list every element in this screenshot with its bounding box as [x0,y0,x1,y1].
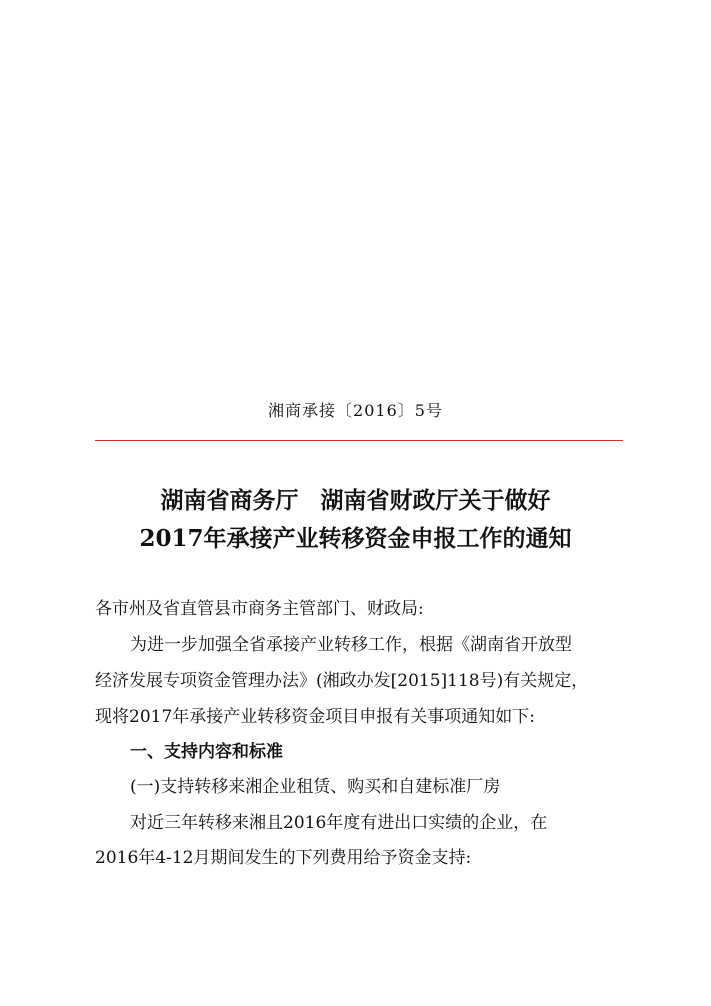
salutation: 各市州及省直管县市商务主管部门、财政局: [95,599,424,619]
paragraph-2-line-2: 2016年4-12月期间发生的下列费用给予资金支持: [95,848,472,868]
paragraph-1-line-1: 为进一步加强全省承接产业转移工作，根据《湖南省开放型 [130,635,572,655]
title-issuer-commerce: 湖南省商务厅 [160,487,299,514]
document-title-line-2: 2017年承接产业转移资金申报工作的通知 [139,525,572,552]
title-issuer-finance: 湖南省财政厅关于做好 [320,487,551,514]
paragraph-1-line-2: 经济发展专项资金管理办法》(湘政办发[2015]118号)有关规定， [95,671,589,691]
paragraph-1-line-3: 现将2017年承接产业转移资金项目申报有关事项通知如下: [95,707,535,727]
document-title-line-1 [0,482,711,515]
subsection-1-heading: (一)支持转移来湘企业租赁、购买和自建标准厂房 [130,777,501,797]
section-1-heading: 一、支持内容和标准 [130,742,283,762]
document-number: 湘商承接〔2016〕5号 [268,401,443,420]
paragraph-2-line-1: 对近三年转移来湘且2016年度有进出口实绩的企业，在 [130,813,548,833]
red-divider-line [95,440,623,441]
